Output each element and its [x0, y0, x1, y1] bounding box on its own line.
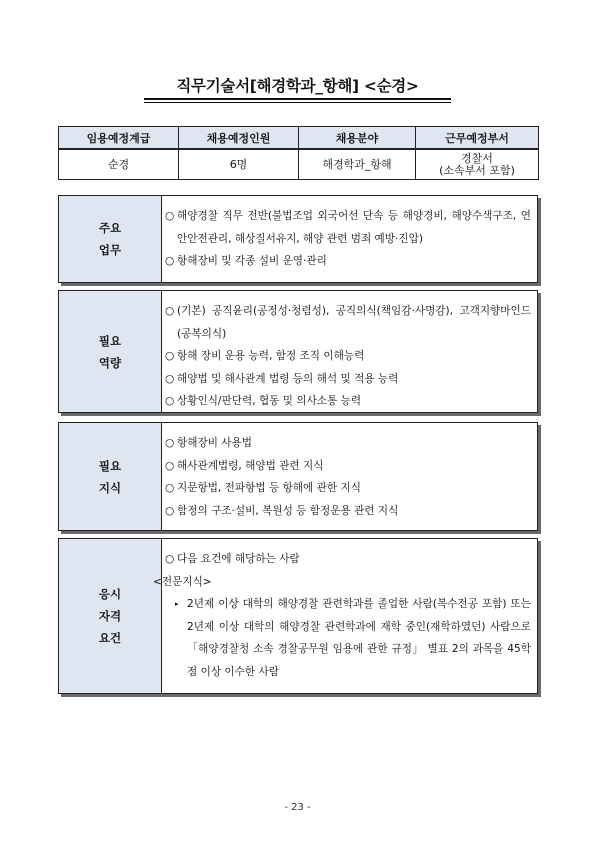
list-item	[165, 500, 531, 523]
list-item	[165, 390, 531, 413]
section-content	[162, 423, 537, 530]
circle-bullet-icon: ○	[165, 305, 175, 317]
list-item	[165, 300, 531, 345]
section-label: 필요 역량	[59, 291, 162, 412]
circle-bullet-icon: ○	[165, 395, 175, 407]
section-label: 응시 자격 요건	[59, 539, 162, 693]
circle-bullet-icon: ○	[165, 459, 175, 472]
page-title: 직무기술서[해경학과_항해] <순경>	[176, 77, 419, 95]
list-item	[165, 477, 531, 500]
section-required-competencies	[58, 290, 538, 413]
recruitment-info-table	[58, 126, 539, 180]
section-content	[162, 196, 537, 282]
circle-bullet-icon: ○	[165, 504, 175, 517]
circle-bullet-icon: ○	[165, 437, 175, 449]
list-item-text: 상황인식/판단력, 협동 및 의사소통 능력	[177, 395, 362, 407]
list-item-text: 항해장비 및 각종 설비 운영·관리	[177, 255, 327, 267]
circle-bullet-icon: ○	[165, 372, 175, 385]
list-item-text: 2년제 이상 대학의 해양경찰 관련학과를 졸업한 사람(복수전공 포함) 또는 2년제 이상 대학의 해양경찰 관련학과에 재학 중인(재학하였던) 사람으로 「해양경찰청 소속 경찰공무원 임용에 관한 규정」 별표 2의 과목을 45학점 이상 이수한 사람	[187, 598, 531, 678]
title-underline	[144, 98, 451, 100]
list-item-text: <전문지식>	[153, 575, 212, 588]
section-content	[153, 539, 537, 693]
list-item	[165, 345, 531, 368]
circle-bullet-icon: ○	[165, 255, 175, 267]
section-content	[162, 291, 537, 412]
header-rank: 임용예정계급	[59, 127, 179, 150]
circle-bullet-icon: ○	[165, 553, 175, 565]
list-item	[165, 432, 531, 455]
list-item-text: (기본) 공직윤리(공정성·청렴성), 공직의식(책임감·사명감), 고객지향마인드(공복의식)	[177, 305, 531, 340]
header-headcount: 채용예정인원	[179, 127, 299, 150]
cell-rank: 순경	[59, 149, 179, 180]
table-row	[59, 149, 539, 180]
list-item-text: 해사관계법령, 해양법 관련 지식	[177, 459, 324, 472]
list-item	[165, 548, 531, 571]
header-field: 채용분야	[299, 127, 416, 150]
section-label: 주요 업무	[59, 196, 162, 282]
circle-bullet-icon: ○	[165, 350, 175, 362]
section-main-duties	[58, 195, 538, 283]
list-item-text: 지문항법, 전파항법 등 항해에 관한 지식	[177, 482, 361, 494]
list-item	[165, 593, 531, 683]
circle-bullet-icon: ○	[165, 210, 175, 222]
list-item-text: 항해장비 사용법	[177, 437, 253, 449]
list-item-text: 다음 요건에 해당하는 사람	[177, 553, 300, 565]
cell-headcount: 6명	[179, 149, 299, 180]
list-item-text: 함정의 구조·설비, 복원성 등 함정운용 관련 지식	[177, 504, 399, 517]
section-required-knowledge	[58, 422, 538, 531]
list-item	[165, 205, 531, 250]
section-label: 필요 지식	[59, 423, 162, 530]
list-item-text: 해양법 및 해사관계 법령 등의 해석 및 적용 능력	[177, 372, 399, 385]
table-header-row	[59, 127, 539, 150]
cell-field: 해경학과_항해	[299, 149, 416, 180]
title-underline-thin	[144, 102, 451, 103]
list-item	[165, 250, 531, 273]
circle-bullet-icon: ○	[165, 482, 175, 494]
section-eligibility	[58, 538, 538, 694]
list-item-text: 항해 장비 운용 능력, 함정 조직 이해능력	[177, 350, 365, 362]
list-item	[165, 455, 531, 478]
triangle-bullet-icon: ▸	[175, 600, 179, 608]
list-item	[153, 571, 531, 594]
list-item	[165, 368, 531, 391]
cell-department: 경찰서 (소속부서 포함)	[416, 149, 539, 180]
page-number: - 23 -	[284, 802, 311, 813]
list-item-text: 해양경찰 직무 전반(불법조업 외국어선 단속 등 해양경비, 해양수색구조, 연안안전관리, 해상질서유지, 해양 관련 범죄 예방·진압)	[177, 210, 531, 245]
header-department: 근무예정부서	[416, 127, 539, 150]
